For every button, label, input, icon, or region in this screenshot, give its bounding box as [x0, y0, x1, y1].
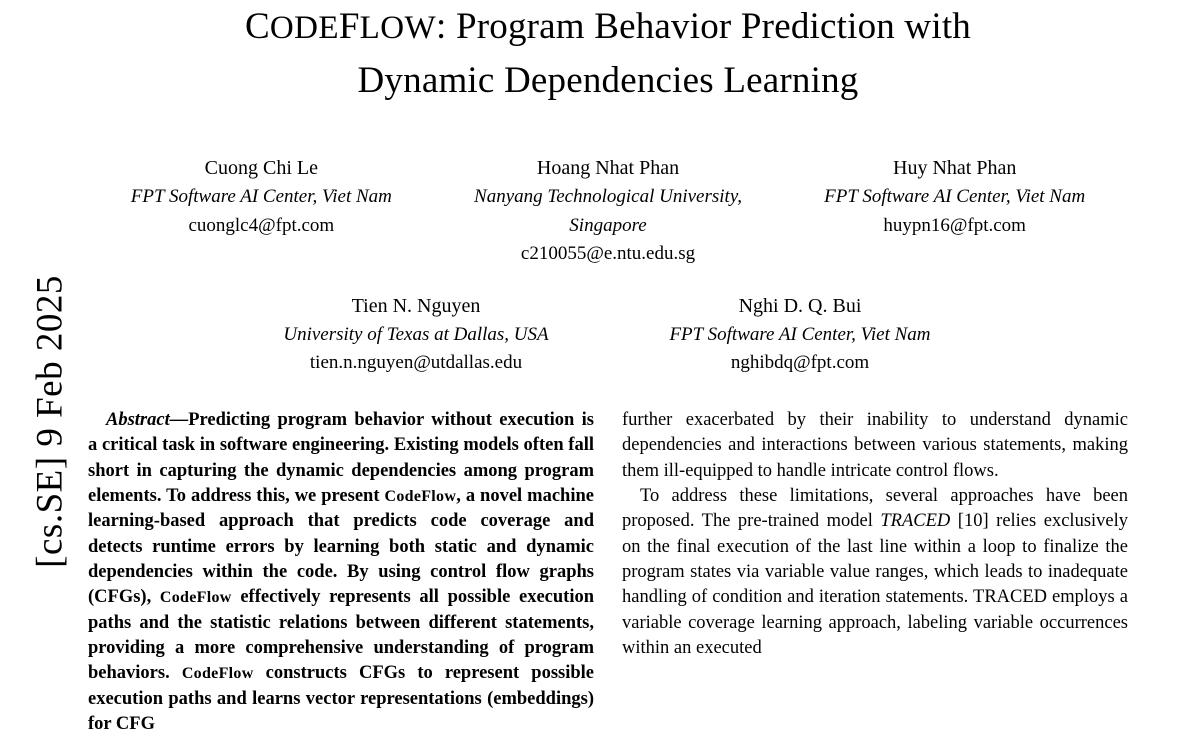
right-column: [622, 408, 1128, 737]
author-email: c210055@e.ntu.edu.sg: [520, 243, 696, 265]
abstract-part-4: constructs CFGs to represent possible execution paths and learns vector representations (embeddings) for CFG: [88, 663, 594, 735]
right-paragraph-1: further exacerbated by their inability to understand dynamic dependencies and interactions between various statements, making them ill-equipped to handle intricate control flows.: [622, 410, 1128, 481]
author-affiliation: University of Texas at Dallas, USA: [283, 323, 549, 345]
author-block: [224, 291, 608, 378]
authors-row-1: [88, 153, 1128, 269]
author-email: cuonglc4@fpt.com: [188, 214, 335, 236]
title-line-1: [88, 0, 1128, 54]
author-block: [88, 153, 435, 269]
body-columns: [88, 408, 1128, 737]
title-rest: : Program Behavior Prediction with: [436, 6, 972, 47]
author-block: [608, 291, 992, 378]
left-column: [88, 408, 594, 737]
codeflow-name: CodeFlow: [181, 665, 254, 683]
author-affiliation: FPT Software AI Center, Viet Nam: [130, 186, 392, 208]
abstract-part-1: Predicting program behavior without execution is a critical task in software engineering. Existing models often fall short in capturing the dynamic dependencies among program elements. To address this, we present: [88, 410, 594, 507]
title-line-2: Dynamic Dependencies Learning: [357, 59, 859, 101]
author-name: Hoang Nhat Phan: [536, 157, 680, 180]
author-name: Nghi D. Q. Bui: [738, 294, 862, 317]
right-para2-part-a: To address these limitations, several approaches have been proposed. The pre-trained model: [622, 486, 1128, 532]
author-name: Cuong Chi Le: [204, 157, 318, 180]
author-email: tien.n.nguyen@utdallas.edu: [309, 352, 523, 374]
codeflow-name: CodeFlow: [384, 488, 457, 506]
author-block: [435, 153, 782, 269]
author-name: Huy Nhat Phan: [893, 157, 1017, 180]
abstract-dash: —: [169, 410, 189, 430]
abstract-part-2: , a novel machine learning-based approach that predicts code coverage and detects runtime errors by learning both static and dynamic dependencies within the code. By using control flow graphs (CFGs),: [88, 486, 594, 608]
author-email: nghibdq@fpt.com: [730, 352, 870, 374]
traced-model-name: TRACED: [880, 511, 951, 532]
author-name: Tien N. Nguyen: [351, 294, 481, 317]
abstract-label: Abstract: [106, 410, 170, 430]
title-c: C: [244, 6, 270, 47]
title-ode: ODE: [269, 10, 339, 46]
author-affiliation: FPT Software AI Center, Viet Nam: [824, 186, 1086, 208]
abstract-part-3: effectively represents all possible execution paths and the statistic relations between different statements, providing a more comprehensive understanding of program behaviors.: [88, 587, 595, 684]
right-para2-part-b: [10] relies exclusively on the final execution of the last line within a loop to finalize the program states via variable value ranges, which leads to inadequate handling of condition and iteration statements. TRACED employs a variable coverage learning approach, labeling variable occurrences within an executed: [622, 511, 1129, 659]
paper-page: [88, 0, 1129, 735]
author-email: huypn16@fpt.com: [883, 214, 1026, 236]
author-affiliation: Nanyang Technological University, Singapore: [474, 186, 742, 236]
codeflow-name: CodeFlow: [159, 589, 232, 607]
title-low: LOW: [359, 10, 437, 46]
author-block: [781, 153, 1128, 269]
author-affiliation: FPT Software AI Center, Viet Nam: [669, 323, 931, 345]
authors-row-2: [88, 291, 1128, 378]
title-f: F: [338, 6, 360, 47]
arxiv-vertical-stamp: [cs.SE] 9 Feb 2025: [29, 275, 71, 568]
right-paragraph-2: [622, 484, 1128, 661]
page-title: [88, 0, 1128, 107]
abstract-paragraph: [88, 408, 594, 737]
